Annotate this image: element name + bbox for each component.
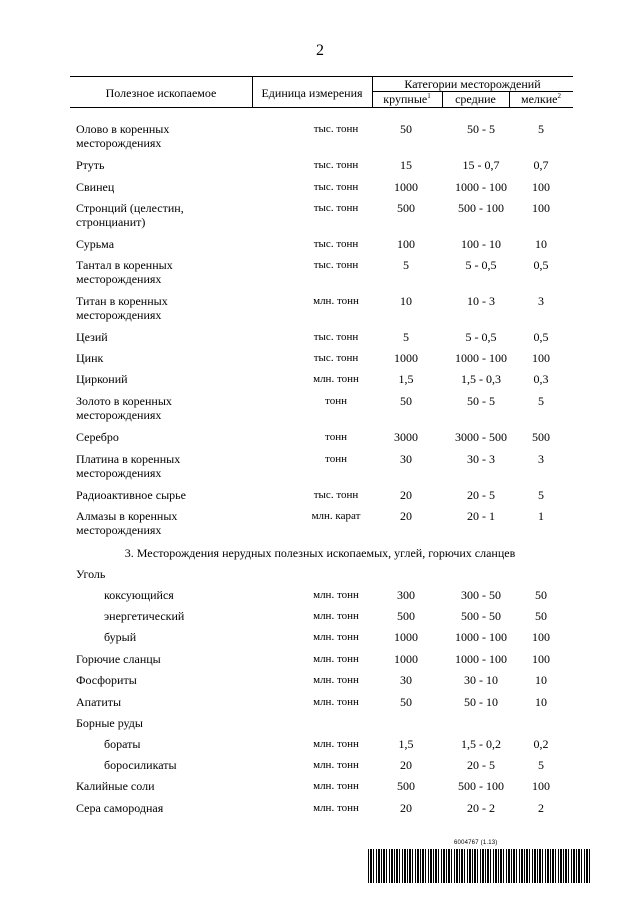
mineral-name: бораты — [104, 737, 141, 751]
large-value: 500 — [397, 201, 415, 215]
large-value: 20 — [400, 509, 412, 523]
large-value: 1000 — [394, 630, 418, 644]
small-value: 50 — [535, 609, 547, 623]
small-value: 0,7 — [533, 158, 549, 172]
header-unit: Единица измерения — [261, 86, 363, 100]
large-value: 20 — [400, 801, 412, 815]
unit-cell: тыс. тонн — [313, 238, 359, 250]
mineral-name: Платина в коренных месторождениях — [76, 452, 181, 480]
medium-range: 500 - 100 — [458, 779, 504, 793]
mineral-name: Калийные соли — [76, 779, 155, 793]
unit-cell: млн. тонн — [313, 674, 359, 686]
large-value: 1,5 — [398, 372, 414, 386]
medium-range: 20 - 2 — [467, 801, 495, 815]
mineral-name: Тантал в коренных месторождениях — [76, 258, 173, 286]
mineral-name: коксующийся — [104, 588, 174, 602]
medium-range: 30 - 10 — [464, 673, 498, 687]
large-value: 300 — [397, 588, 415, 602]
medium-range: 1000 - 100 — [455, 630, 507, 644]
footnote-2: 2 — [557, 92, 561, 100]
unit-cell: млн. тонн — [313, 610, 359, 622]
medium-range: 1,5 - 0,2 — [461, 737, 501, 751]
small-value: 0,2 — [533, 737, 549, 751]
unit-cell: тыс. тонн — [313, 123, 359, 135]
medium-range: 30 - 3 — [467, 452, 495, 466]
large-value: 5 — [403, 330, 409, 344]
large-value: 50 — [400, 695, 412, 709]
unit-cell: тонн — [325, 453, 347, 465]
unit-cell: тыс. тонн — [313, 352, 359, 364]
mineral-name: Сера самородная — [76, 801, 164, 815]
small-value: 3 — [538, 294, 544, 308]
medium-range: 50 - 10 — [464, 695, 498, 709]
small-value: 10 — [535, 237, 547, 251]
medium-range: 500 - 50 — [461, 609, 501, 623]
mineral-name: Апатиты — [76, 695, 122, 709]
large-value: 30 — [400, 452, 412, 466]
header-small: мелкие$^2$ — [521, 92, 561, 106]
barcode-block — [368, 840, 590, 884]
small-value: 10 — [535, 673, 547, 687]
unit-cell: млн. тонн — [313, 802, 359, 814]
large-value: 1000 — [394, 351, 418, 365]
unit-cell: млн. тонн — [313, 738, 359, 750]
large-value: 3000 — [394, 430, 418, 444]
mineral-name: Фосфориты — [76, 673, 137, 687]
large-value: 1,5 — [398, 737, 414, 751]
small-value: 500 — [532, 430, 550, 444]
large-value: 5 — [403, 258, 409, 272]
mineral-name: Серебро — [76, 430, 119, 444]
small-value: 100 — [532, 180, 550, 194]
unit-cell: млн. тонн — [313, 653, 359, 665]
medium-range: 1,5 - 0,3 — [461, 372, 501, 386]
page-number: 2 — [316, 42, 324, 59]
small-value: 5 — [538, 488, 544, 502]
small-value: 100 — [532, 779, 550, 793]
medium-range: 20 - 5 — [467, 758, 495, 772]
medium-range: 5 - 0,5 — [465, 258, 497, 272]
small-value: 50 — [535, 588, 547, 602]
medium-range: 20 - 5 — [467, 488, 495, 502]
unit-cell: млн. тонн — [313, 295, 359, 307]
small-value: 5 — [538, 758, 544, 772]
medium-range: 5 - 0,5 — [465, 330, 497, 344]
medium-range: 300 - 50 — [461, 588, 501, 602]
small-value: 2 — [538, 801, 544, 815]
mineral-name: энергетический — [104, 609, 185, 623]
mineral-name: Золото в коренных месторождениях — [76, 394, 172, 422]
small-value: 100 — [532, 630, 550, 644]
unit-cell: тыс. тонн — [313, 259, 359, 271]
header-mineral: Полезное ископаемое — [105, 86, 217, 100]
unit-cell: млн. тонн — [313, 759, 359, 771]
large-value: 20 — [400, 758, 412, 772]
unit-cell: млн. тонн — [313, 696, 359, 708]
mineral-name: Горючие сланцы — [76, 652, 161, 666]
mineral-name: боросиликаты — [104, 758, 177, 772]
medium-range: 500 - 100 — [458, 201, 504, 215]
large-value: 15 — [400, 158, 412, 172]
medium-range: 1000 - 100 — [455, 652, 507, 666]
mineral-name: Титан в коренных месторождениях — [76, 294, 168, 322]
mineral-name: бурый — [104, 630, 137, 644]
unit-cell: тыс. тонн — [313, 202, 359, 214]
header-categories: Категории месторождений — [404, 77, 541, 91]
medium-range: 1000 - 100 — [455, 351, 507, 365]
header-bottom-rule — [70, 107, 573, 108]
mineral-name: Радиоактивное сырье — [76, 488, 186, 502]
large-value: 20 — [400, 488, 412, 502]
small-value: 5 — [538, 122, 544, 136]
unit-cell: млн. тонн — [313, 373, 359, 385]
barcode — [368, 849, 590, 883]
medium-range: 20 - 1 — [467, 509, 495, 523]
medium-range: 1000 - 100 — [455, 180, 507, 194]
small-value: 0,3 — [533, 372, 549, 386]
unit-cell: тонн — [325, 431, 347, 443]
barcode-caption: 6004767 (1.13) — [454, 840, 498, 846]
large-value: 50 — [400, 122, 412, 136]
small-value: 3 — [538, 452, 544, 466]
mineral-name: Свинец — [76, 180, 115, 194]
small-value: 100 — [532, 351, 550, 365]
medium-range: 15 - 0,7 — [462, 158, 500, 172]
large-value: 50 — [400, 394, 412, 408]
small-value: 0,5 — [533, 330, 549, 344]
mineral-name: Цезий — [76, 330, 108, 344]
medium-range: 50 - 5 — [467, 394, 495, 408]
small-value: 100 — [532, 652, 550, 666]
small-value: 100 — [532, 201, 550, 215]
small-value: 0,5 — [533, 258, 549, 272]
footnote-1: 1 — [427, 92, 431, 100]
mineral-name: Уголь — [76, 567, 106, 581]
large-value: 100 — [397, 237, 415, 251]
header-medium: средние — [455, 92, 496, 106]
mineral-name: Алмазы в коренных месторождениях — [76, 509, 178, 537]
mineral-name: Борные руды — [76, 716, 143, 730]
unit-cell: тонн — [325, 395, 347, 407]
large-value: 1000 — [394, 652, 418, 666]
mineral-name: Цирконий — [76, 372, 128, 386]
unit-cell: тыс. тонн — [313, 489, 359, 501]
large-value: 30 — [400, 673, 412, 687]
unit-cell: тыс. тонн — [313, 181, 359, 193]
medium-range: 50 - 5 — [467, 122, 495, 136]
small-value: 1 — [538, 509, 544, 523]
medium-range: 100 - 10 — [461, 237, 501, 251]
small-value: 5 — [538, 394, 544, 408]
unit-cell: млн. тонн — [313, 780, 359, 792]
large-value: 500 — [397, 779, 415, 793]
unit-cell: млн. тонн — [313, 631, 359, 643]
large-value: 1000 — [394, 180, 418, 194]
medium-range: 3000 - 500 — [455, 430, 507, 444]
unit-cell: млн. карат — [311, 510, 361, 522]
mineral-name: Сурьма — [76, 237, 115, 251]
mineral-name: Цинк — [76, 351, 104, 365]
small-value: 10 — [535, 695, 547, 709]
large-value: 10 — [400, 294, 412, 308]
mineral-name: Олово в коренных месторождениях — [76, 122, 170, 150]
header-large: крупные$^1$ — [383, 92, 431, 106]
medium-range: 10 - 3 — [467, 294, 495, 308]
large-value: 500 — [397, 609, 415, 623]
mineral-name: Стронций (целестин, стронцианит) — [76, 201, 184, 229]
unit-cell: тыс. тонн — [313, 331, 359, 343]
mineral-name: Ртуть — [76, 158, 105, 172]
section-3-title: 3. Месторождения нерудных полезных ископаемых, углей, горючих сланцев — [124, 546, 516, 560]
unit-cell: млн. тонн — [313, 589, 359, 601]
unit-cell: тыс. тонн — [313, 159, 359, 171]
